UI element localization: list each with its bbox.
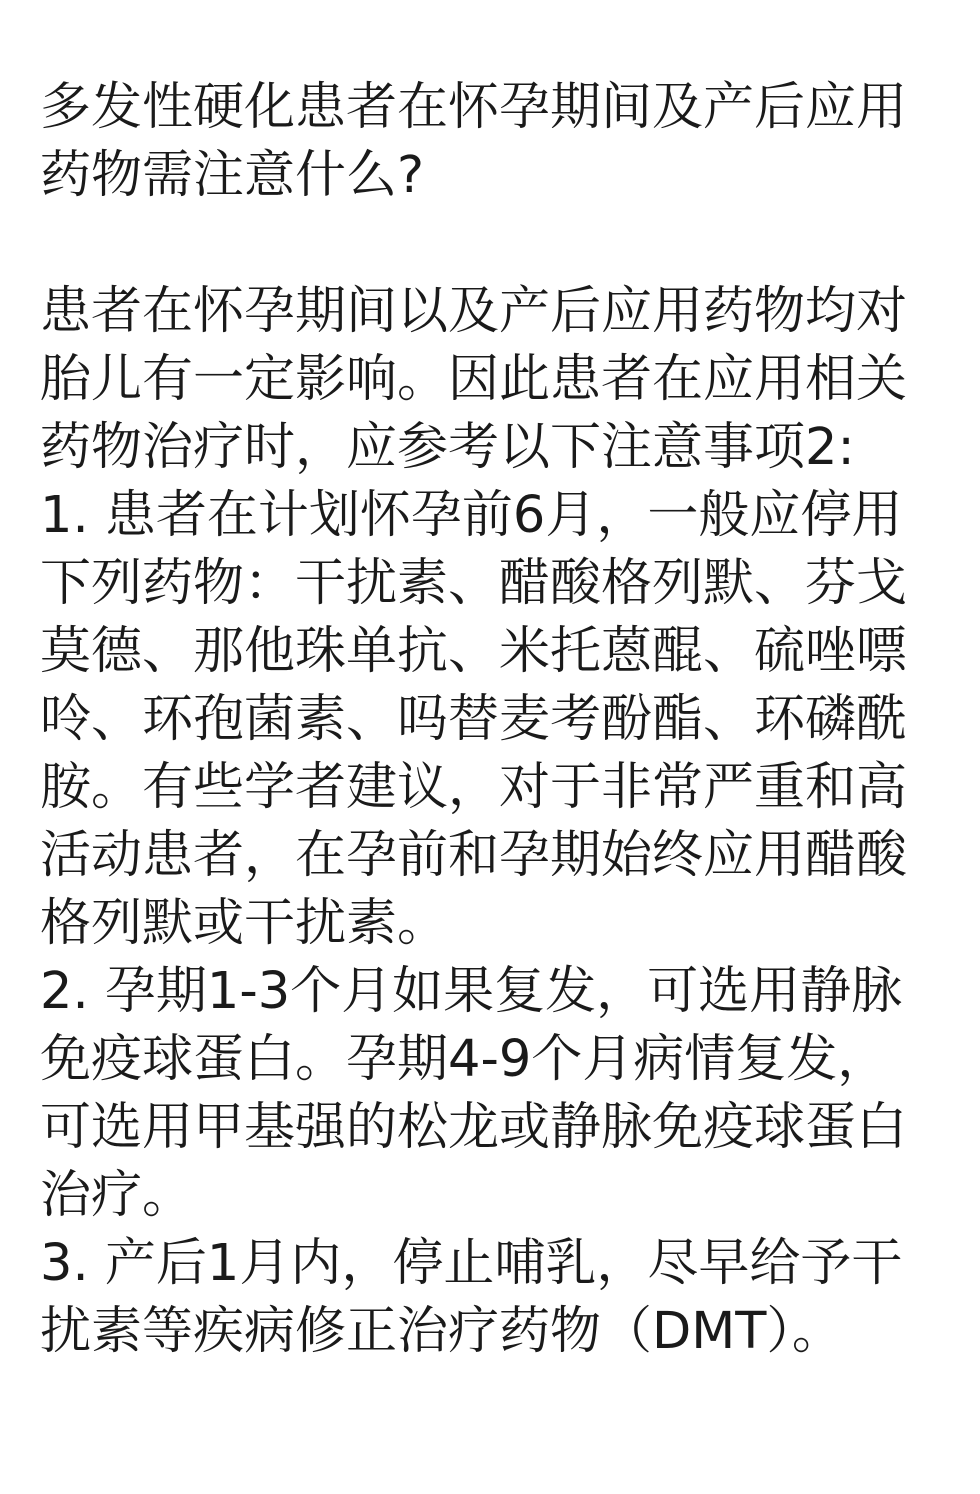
list-item-1 — [40, 482, 940, 958]
item1-line: 1. 患者在计划怀孕前6月，一般应停用 — [40, 486, 903, 545]
item1-line: 胺。有些学者建议，对于非常严重和高 — [40, 758, 908, 817]
article — [40, 74, 940, 1366]
item3-line: 扰素等疾病修正治疗药物（DMT）。 — [40, 1302, 843, 1361]
list-item-3 — [40, 1230, 940, 1366]
item2-line: 可选用甲基强的松龙或静脉免疫球蛋白 — [40, 1098, 908, 1157]
item3-line: 3. 产后1月内，停止哺乳，尽早给予干 — [40, 1234, 903, 1293]
title-line: 药物需注意什么? — [40, 146, 425, 205]
title-line: 多发性硬化患者在怀孕期间及产后应用 — [40, 78, 908, 137]
item1-line: 格列默或干扰素。 — [40, 894, 449, 953]
intro-line: 药物治疗时，应参考以下注意事项2: — [40, 418, 855, 477]
intro-line: 胎儿有一定影响。因此患者在应用相关 — [40, 350, 908, 409]
paragraph-gap — [40, 210, 940, 278]
item2-line: 免疫球蛋白。孕期4-9个月病情复发， — [40, 1030, 889, 1089]
item2-line: 2. 孕期1-3个月如果复发，可选用静脉 — [40, 962, 903, 1021]
item1-line: 活动患者，在孕前和孕期始终应用醋酸 — [40, 826, 908, 885]
list-item-2 — [40, 958, 940, 1230]
item1-line: 呤、环孢菌素、吗替麦考酚酯、环磷酰 — [40, 690, 908, 749]
question-title — [40, 74, 940, 210]
intro-line: 患者在怀孕期间以及产后应用药物均对 — [40, 282, 908, 341]
intro-paragraph — [40, 278, 940, 482]
item1-line: 下列药物：干扰素、醋酸格列默、芬戈 — [40, 554, 908, 613]
item1-line: 莫德、那他珠单抗、米托蒽醌、硫唑嘌 — [40, 622, 908, 681]
item2-line: 治疗。 — [40, 1166, 194, 1225]
